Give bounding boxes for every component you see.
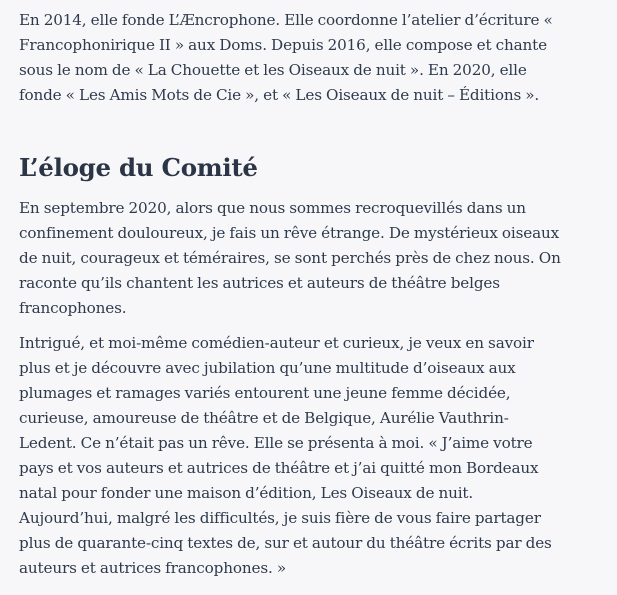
section-paragraph-1: En septembre 2020, alors que nous sommes recroquevillés dans un confinement douloureux, je fais un rêve étrange. De mystérieux oiseaux de nuit, courageux et téméraires, se sont perchés près de chez nous. On raconte qu’ils chantent les autrices et auteurs de théâtre belges francophones.	[19, 199, 561, 317]
intro-paragraph: En 2014, elle fonde L’Æncrophone. Elle coordonne l’atelier d’écriture « Francophonirique II » aux Doms. Depuis 2016, elle compose et chante sous le nom de « La Chouette et les Oiseaux de nuit ». En 2020, elle fonde « Les Amis Mots de Cie », et « Les Oiseaux de nuit – Éditions ».	[19, 11, 553, 104]
article-content	[19, 8, 564, 581]
section-heading: L’éloge du Comité	[19, 153, 258, 182]
section-paragraph-2: Intrigué, et moi-même comédien-auteur et curieux, je veux en savoir plus et je découvre avec jubilation qu’une multitude d’oiseaux aux plumages et ramages variés entourent une jeune femme décidée, curieuse, amoureuse de théâtre et de Belgique, Aurélie Vauthrin-Ledent. Ce n’était pas un rêve. Elle se présenta à moi. « J’aime votre pays et vos auteurs et autrices de théâtre et j’ai quitté mon Bordeaux natal pour fonder une maison d’édition, Les Oiseaux de nuit. Aujourd’hui, malgré les difficultés, je suis fière de vous faire partager plus de quarante-cinq textes de, sur et autour du théâtre écrits par des auteurs et autrices francophones. »	[19, 334, 552, 577]
